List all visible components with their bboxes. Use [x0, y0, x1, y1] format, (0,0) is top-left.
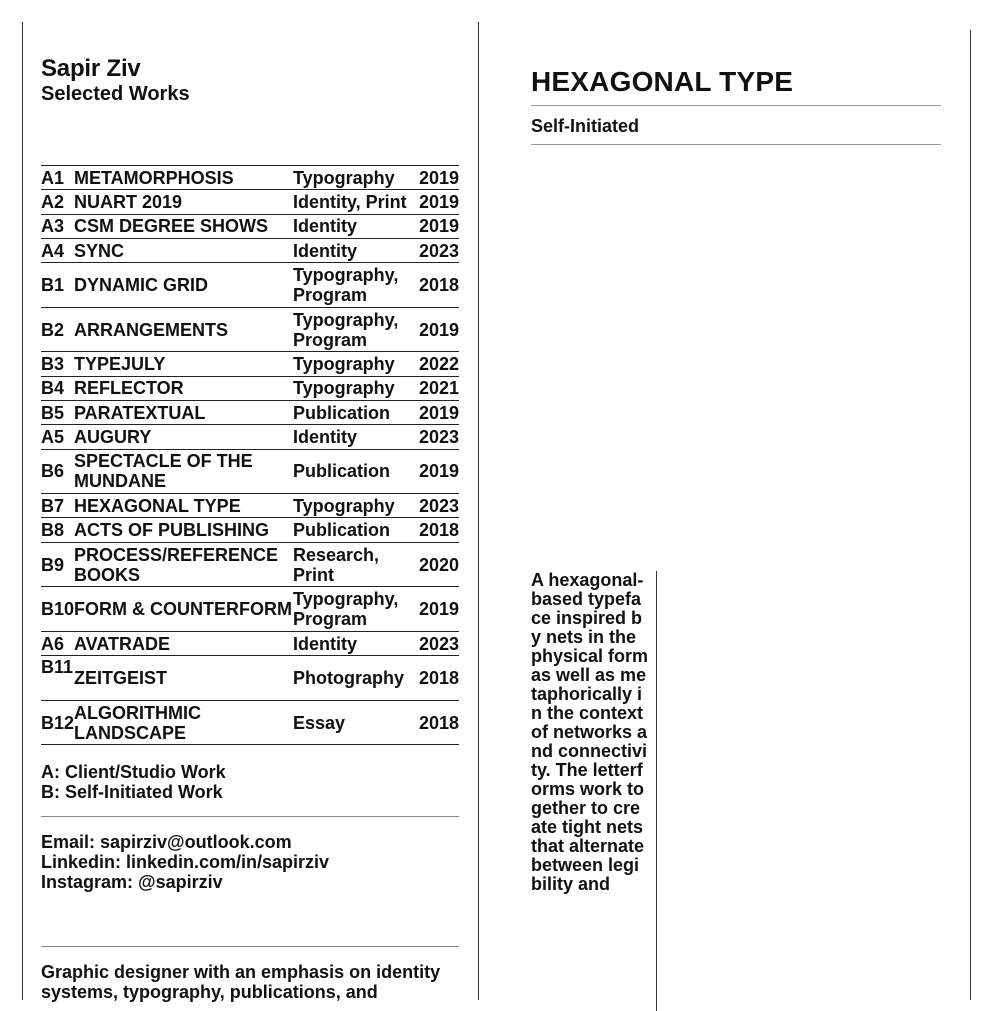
- work-code: A3: [41, 216, 65, 237]
- work-code: B2: [41, 319, 65, 340]
- work-category: Identity: [293, 633, 358, 654]
- contact-info: [41, 832, 329, 892]
- work-category: Typography: [293, 378, 395, 399]
- divider: [531, 105, 941, 106]
- table-row[interactable]: [41, 632, 459, 656]
- table-row[interactable]: [41, 215, 459, 239]
- work-category: Typography: [293, 354, 395, 375]
- work-category: Identity: [293, 240, 358, 261]
- work-code: B10: [41, 599, 75, 620]
- work-title: TYPEJULY: [74, 354, 166, 375]
- work-year: 2018: [418, 520, 459, 541]
- right-column-rule: [970, 30, 971, 1000]
- work-category: Typography, Program: [293, 309, 399, 350]
- work-category: Research, Print: [293, 544, 380, 585]
- work-code: A5: [41, 426, 65, 447]
- work-code: B12: [41, 712, 75, 733]
- project-description: A hexagonal-based typeface inspired by nets in the physical form as well as metaphorically in the context of networks and connectivity. The letterforms work together to create tight nets that alternate between legibility and: [531, 570, 649, 894]
- work-category: Typography: [293, 495, 395, 516]
- work-year: 2019: [418, 461, 459, 482]
- work-title: PARATEXTUAL: [74, 402, 206, 423]
- work-category: Identity: [293, 426, 358, 447]
- work-category: Typography: [293, 167, 395, 188]
- work-year: 2018: [418, 274, 459, 295]
- work-title: PROCESS/REFERENCE BOOKS: [74, 544, 279, 585]
- project-description-column: [531, 571, 657, 1011]
- table-row[interactable]: [41, 190, 459, 214]
- table-row[interactable]: [41, 656, 459, 701]
- work-code: B3: [41, 354, 65, 375]
- work-type-legend: [41, 762, 226, 802]
- table-row[interactable]: [41, 543, 459, 588]
- work-category: Essay: [293, 712, 346, 733]
- work-title: ALGORITHMIC LANDSCAPE: [74, 702, 201, 743]
- legend-client-work: A: Client/Studio Work: [41, 762, 226, 782]
- header: [41, 56, 459, 106]
- table-row[interactable]: [41, 450, 459, 495]
- work-code: A1: [41, 167, 65, 188]
- work-category: Identity: [293, 216, 358, 237]
- linkedin-link[interactable]: Linkedin: linkedin.com/in/sapirziv: [41, 852, 330, 872]
- divider: [41, 946, 459, 947]
- work-code: A4: [41, 240, 65, 261]
- work-title: SPECTACLE OF THE MUNDANE: [74, 451, 253, 492]
- work-title: ARRANGEMENTS: [74, 319, 229, 340]
- work-year: 2023: [418, 633, 459, 654]
- work-year: 2019: [418, 402, 459, 423]
- work-category: Identity, Print: [293, 191, 407, 212]
- table-row[interactable]: [41, 518, 459, 542]
- table-row[interactable]: [41, 377, 459, 401]
- work-title: SYNC: [74, 240, 125, 261]
- work-year: 2019: [418, 191, 459, 212]
- project-subtitle: Self-Initiated: [531, 116, 640, 136]
- table-row[interactable]: [41, 401, 459, 425]
- work-year: 2018: [418, 668, 459, 689]
- work-category: Publication: [293, 402, 391, 423]
- work-code: A2: [41, 191, 65, 212]
- work-year: 2021: [418, 378, 459, 399]
- work-year: 2019: [418, 319, 459, 340]
- designer-name: Sapir Ziv: [41, 55, 141, 82]
- work-code: B6: [41, 461, 65, 482]
- works-index-table: [41, 165, 459, 745]
- work-year: 2018: [418, 712, 459, 733]
- work-year: 2019: [418, 599, 459, 620]
- work-title: ACTS OF PUBLISHING: [74, 520, 270, 541]
- work-year: 2023: [418, 426, 459, 447]
- work-code: B8: [41, 520, 65, 541]
- work-code: A6: [41, 633, 65, 654]
- work-code: B7: [41, 495, 65, 516]
- work-category: Typography, Program: [293, 589, 399, 630]
- table-row[interactable]: [41, 166, 459, 190]
- work-code: B4: [41, 378, 65, 399]
- work-year: 2023: [418, 495, 459, 516]
- work-year: 2019: [418, 167, 459, 188]
- page-subtitle: Selected Works: [41, 83, 190, 105]
- work-title: CSM DEGREE SHOWS: [74, 216, 269, 237]
- table-row[interactable]: [41, 425, 459, 449]
- work-category: Publication: [293, 520, 391, 541]
- table-row[interactable]: [41, 263, 459, 308]
- work-title: HEXAGONAL TYPE: [74, 495, 241, 516]
- work-title: ZEITGEIST: [74, 668, 168, 689]
- center-column-rule: [478, 22, 479, 1000]
- work-year: 2020: [418, 554, 459, 575]
- work-title: DYNAMIC GRID: [74, 274, 208, 295]
- table-row[interactable]: [41, 239, 459, 263]
- table-row[interactable]: [41, 701, 459, 746]
- project-title: HEXAGONAL TYPE: [531, 66, 794, 97]
- left-column-rule: [22, 22, 23, 1000]
- work-category: Typography, Program: [293, 264, 399, 305]
- table-row[interactable]: [41, 308, 459, 353]
- table-row[interactable]: [41, 587, 459, 632]
- work-year: 2019: [418, 216, 459, 237]
- work-category: Photography: [293, 668, 404, 689]
- work-title: METAMORPHOSIS: [74, 167, 234, 188]
- work-title: NUART 2019: [74, 191, 183, 212]
- table-row[interactable]: [41, 352, 459, 376]
- email-link[interactable]: Email: sapirziv@outlook.com: [41, 832, 292, 852]
- table-row[interactable]: [41, 494, 459, 518]
- work-year: 2022: [418, 354, 459, 375]
- divider: [531, 144, 941, 145]
- legend-self-initiated: B: Self-Initiated Work: [41, 782, 223, 802]
- work-year: 2023: [418, 240, 459, 261]
- work-title: REFLECTOR: [74, 378, 184, 399]
- work-category: Publication: [293, 461, 391, 482]
- work-code: B5: [41, 402, 65, 423]
- work-title: FORM & COUNTERFORM: [74, 599, 292, 620]
- divider: [41, 816, 459, 817]
- work-code: B9: [41, 554, 65, 575]
- work-title: AVATRADE: [74, 633, 170, 654]
- bio-text: Graphic designer with an emphasis on identity systems, typography, publications, and: [41, 962, 441, 1002]
- work-title: AUGURY: [74, 426, 152, 447]
- work-code: B11: [41, 657, 74, 678]
- work-code: B1: [41, 274, 65, 295]
- instagram-link[interactable]: Instagram: @sapirziv: [41, 872, 223, 892]
